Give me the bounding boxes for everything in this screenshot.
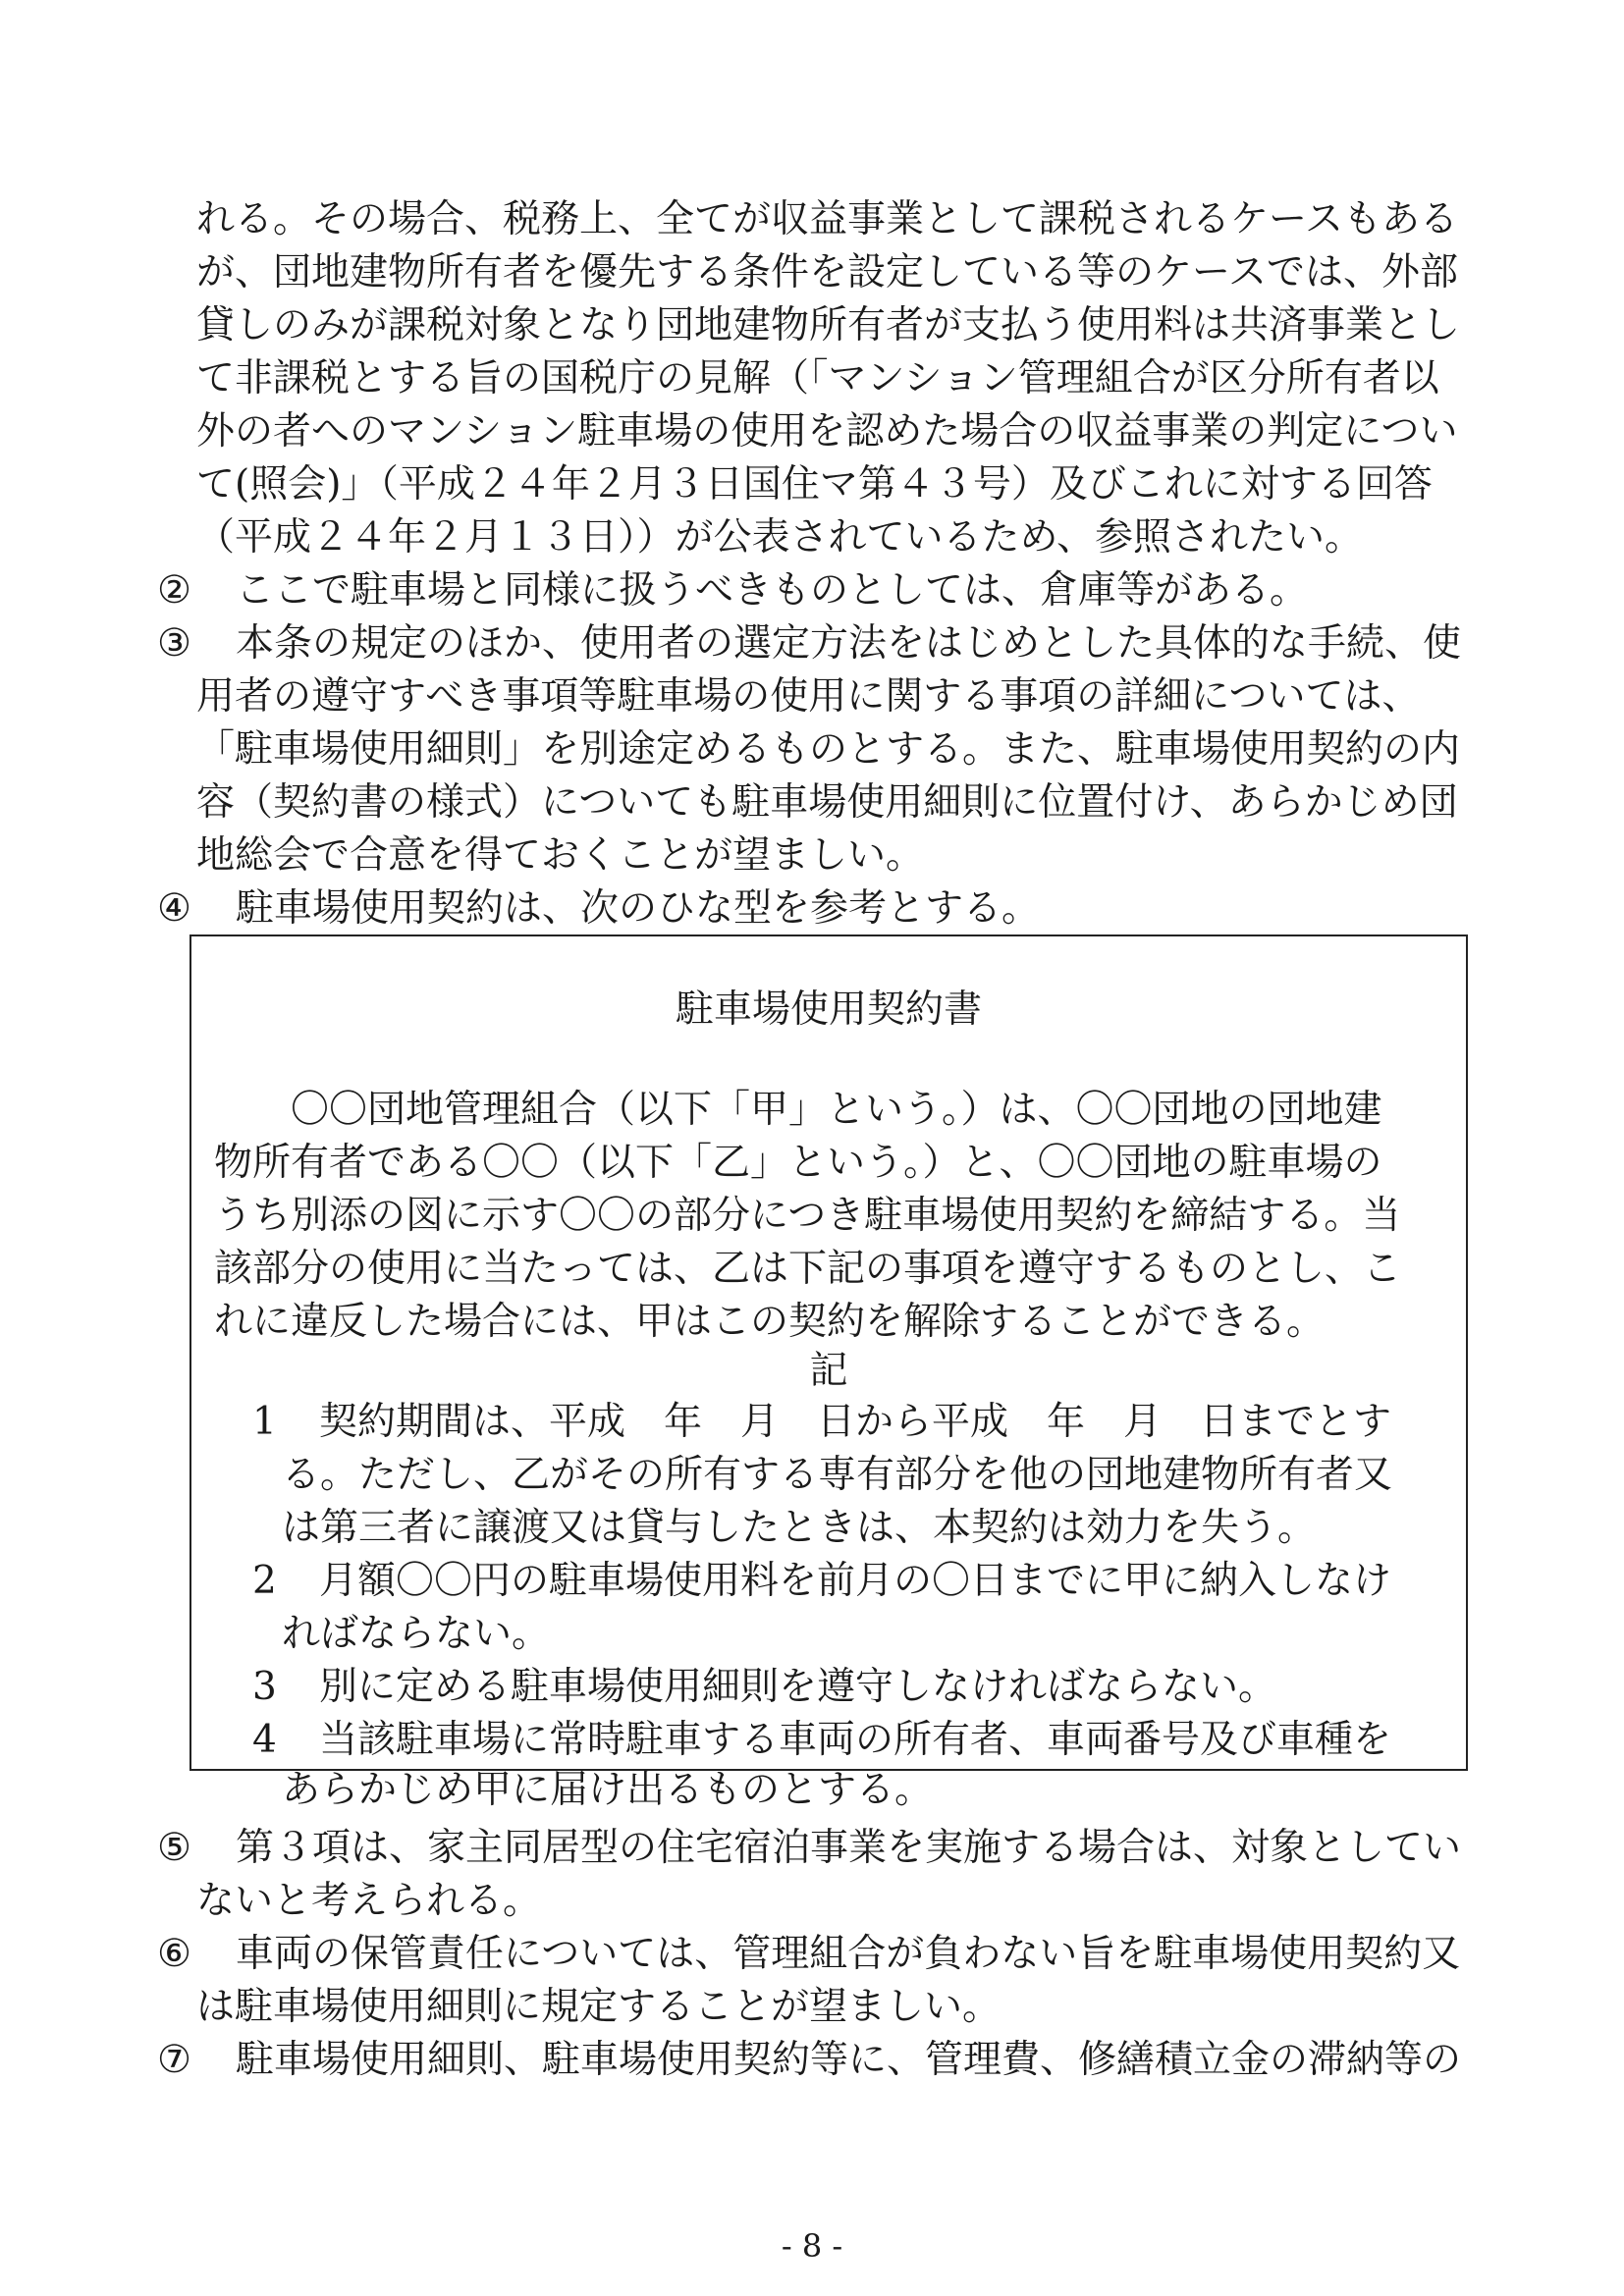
item-number: ② bbox=[157, 568, 191, 613]
contract-body-line: うち別添の図に示す〇〇の部分につき駐車場使用契約を締結する。当 bbox=[214, 1194, 1401, 1238]
item-line: 「駐車場使用細則」を別途定めるものとする。また、駐車場使用契約の内 bbox=[196, 727, 1461, 772]
item-line: 地総会で合意を得ておくことが望ましい。 bbox=[196, 833, 925, 878]
item-line: 車両の保管責任については、管理組合が負わない旨を駐車場使用契約又 bbox=[236, 1932, 1461, 1976]
intro-line: れる。その場合、税務上、全てが収益事業として課税されるケースもある bbox=[196, 197, 1459, 241]
item-number: ⑥ bbox=[157, 1932, 191, 1976]
contract-body-line: れに違反した場合には、甲はこの契約を解除することができる。 bbox=[214, 1300, 1326, 1344]
item-line: 容（契約書の様式）についても駐車場使用細則に位置付け、あらかじめ団 bbox=[196, 780, 1458, 825]
item-number: ⑦ bbox=[157, 2038, 191, 2082]
contract-title: 駐車場使用契約書 bbox=[675, 988, 982, 1032]
clause-number: 1 bbox=[252, 1400, 277, 1444]
item-line: ないと考えられる。 bbox=[196, 1879, 542, 1923]
clause-line: ればならない。 bbox=[282, 1612, 551, 1656]
item-line: 駐車場使用契約は、次のひな型を参考とする。 bbox=[236, 886, 1041, 931]
item-number: ③ bbox=[157, 621, 191, 666]
clause-number: 3 bbox=[252, 1665, 277, 1709]
clause-line: 別に定める駐車場使用細則を遵守しなければならない。 bbox=[319, 1665, 1277, 1709]
intro-line: が、団地建物所有者を優先する条件を設定している等のケースでは、外部 bbox=[196, 250, 1459, 294]
clause-line: は第三者に譲渡又は貸与したときは、本契約は効力を失う。 bbox=[282, 1506, 1317, 1550]
item-line: 駐車場使用細則、駐車場使用契約等に、管理費、修繕積立金の滞納等の bbox=[236, 2038, 1462, 2082]
item-line: 第３項は、家主同居型の住宅宿泊事業を実施する場合は、対象としてい bbox=[236, 1826, 1462, 1870]
contract-body-line: 該部分の使用に当たっては、乙は下記の事項を遵守するものとし、こ bbox=[214, 1247, 1402, 1291]
clause-line: 月額〇〇円の駐車場使用料を前月の〇日までに甲に納入しなけ bbox=[319, 1559, 1392, 1603]
page-number: - 8 - bbox=[781, 2227, 843, 2265]
intro-line: 外の者へのマンション駐車場の使用を認めた場合の収益事業の判定につい bbox=[196, 409, 1458, 454]
intro-line: （平成２４年２月１３日））が公表されているため、参照されたい。 bbox=[196, 515, 1363, 560]
contract-body-line: 〇〇団地管理組合（以下「甲」という。）は、〇〇団地の団地建 bbox=[291, 1088, 1382, 1132]
clause-line: あらかじめ甲に届け出るものとする。 bbox=[282, 1768, 934, 1812]
clause-number: 2 bbox=[252, 1559, 277, 1603]
intro-line: て非課税とする旨の国税庁の見解（「マンション管理組合が区分所有者以 bbox=[196, 356, 1439, 400]
contract-body-line: 物所有者である〇〇（以下「乙」という。）と、〇〇団地の駐車場の bbox=[214, 1141, 1382, 1185]
clause-line: る。ただし、乙がその所有する専有部分を他の団地建物所有者又 bbox=[282, 1453, 1393, 1497]
contract-template-box bbox=[189, 934, 1468, 1812]
contract-ki-heading: 記 bbox=[809, 1349, 848, 1393]
item-line: 本条の規定のほか、使用者の選定方法をはじめとした具体的な手続、使 bbox=[236, 621, 1462, 666]
item-line: ここで駐車場と同様に扱うべきものとしては、倉庫等がある。 bbox=[236, 568, 1309, 613]
clause-line: 契約期間は、平成 年 月 日から平成 年 月 日までとす bbox=[319, 1400, 1392, 1444]
item-number: ⑤ bbox=[157, 1826, 191, 1870]
item-number: ④ bbox=[157, 886, 191, 931]
intro-line: 貸しのみが課税対象となり団地建物所有者が支払う使用料は共済事業とし bbox=[196, 303, 1461, 347]
clause-number: 4 bbox=[252, 1718, 277, 1762]
intro-line: て(照会)」（平成２４年２月３日国住マ第４３号）及びこれに対する回答 bbox=[196, 462, 1433, 507]
clause-line: 当該駐車場に常時駐車する車両の所有者、車両番号及び車種を bbox=[319, 1718, 1392, 1762]
item-line: 用者の遵守すべき事項等駐車場の使用に関する事項の詳細については、 bbox=[196, 674, 1421, 719]
item-line: は駐車場使用細則に規定することが望ましい。 bbox=[196, 1985, 1001, 2029]
